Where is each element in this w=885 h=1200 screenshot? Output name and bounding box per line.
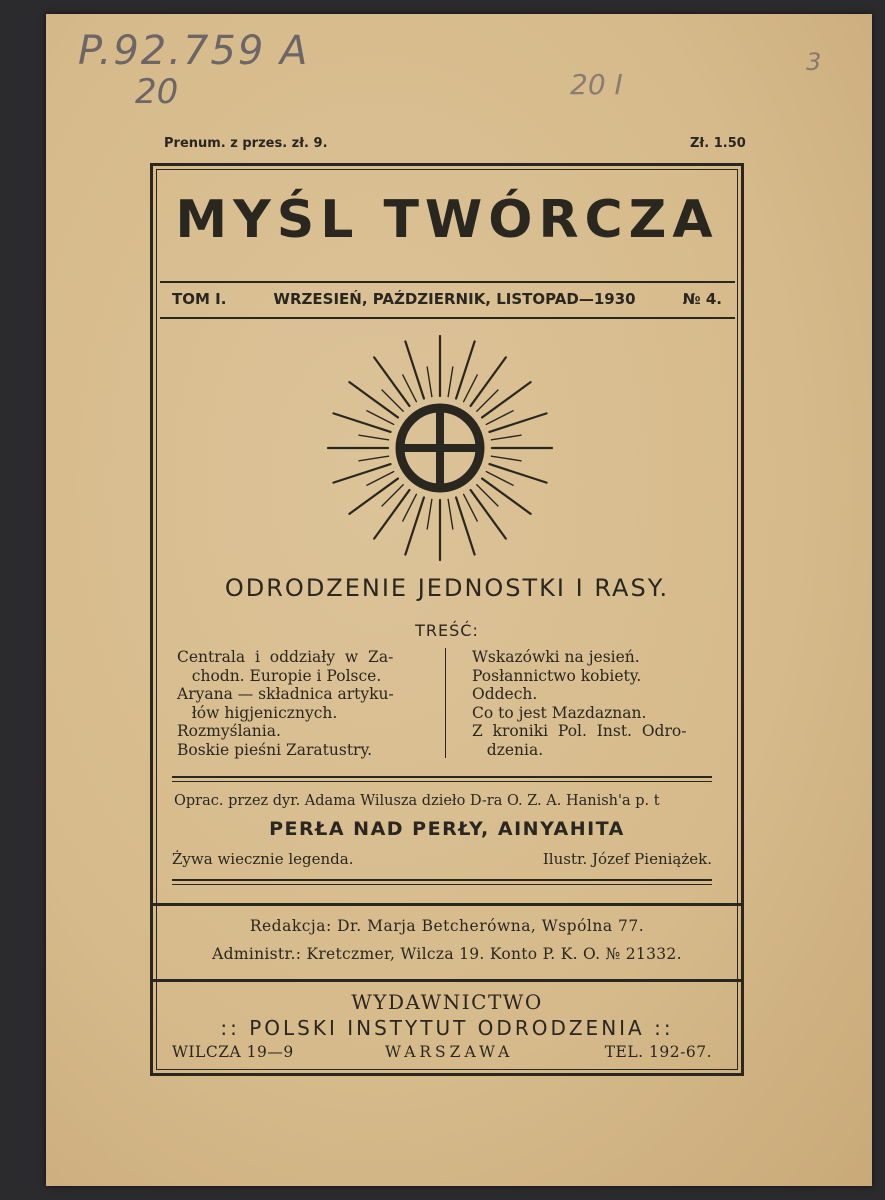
sun-ray xyxy=(427,367,432,397)
feature-subtitle: Żywa wiecznie legenda. xyxy=(172,850,354,868)
divider xyxy=(172,776,712,778)
feature-credit: Oprac. przez dyr. Adama Wilusza dzieło D-ra O. Z. A. Hanish'a p. t xyxy=(174,793,660,809)
sun-ray xyxy=(403,375,417,402)
sun-ray xyxy=(359,435,389,440)
sun-ray xyxy=(489,413,546,432)
contents-item: Posłannictwo kobiety. xyxy=(472,666,642,685)
sun-ray xyxy=(405,341,424,398)
divider xyxy=(172,879,712,881)
divider xyxy=(172,884,712,885)
sun-ray xyxy=(489,464,546,483)
sun-ray xyxy=(482,479,531,514)
note-center: 20 I xyxy=(570,68,623,101)
sun-ray xyxy=(486,472,513,486)
contents-left-column xyxy=(177,648,422,759)
sun-ray xyxy=(374,357,409,406)
feature-title: PERŁA NAD PERŁY, AINYAHITA xyxy=(269,818,625,840)
page-number: 3 xyxy=(806,48,822,76)
divider xyxy=(160,317,735,319)
sun-ray xyxy=(405,497,424,554)
contents-item: łów higjenicznych. xyxy=(177,703,338,722)
column-divider xyxy=(445,648,446,758)
issue-dates: WRZESIEŃ, PAŹDZIERNIK, LISTOPAD—1930 xyxy=(273,290,636,308)
contents-item: Centrala i oddziały w Za- xyxy=(177,648,394,666)
contents-item: Co to jest Mazdaznan. xyxy=(472,703,647,722)
editorial-office: Redakcja: Dr. Marja Betcherówna, Wspólna 77. xyxy=(249,917,645,935)
sun-ray xyxy=(427,499,432,529)
sun-ray xyxy=(491,435,521,440)
sun-ray xyxy=(333,464,390,483)
sun-ray xyxy=(456,341,475,398)
divider xyxy=(172,781,712,782)
contents-item: chodn. Europie i Polsce. xyxy=(177,666,382,685)
contents-item: dzenia. xyxy=(472,740,544,759)
sun-ray xyxy=(448,499,453,529)
divider xyxy=(160,281,735,283)
sun-ray xyxy=(367,411,394,425)
publisher-address: WILCZA 19—9 xyxy=(172,1043,294,1061)
sun-ray xyxy=(403,494,417,521)
contents-item: Boskie pieśni Zaratustry. xyxy=(177,740,373,759)
contents-item: Oddech. xyxy=(472,685,538,703)
sun-ray xyxy=(367,472,394,486)
contents-heading: TREŚĆ: xyxy=(415,621,479,640)
sun-ray xyxy=(349,382,398,417)
sun-ray xyxy=(359,456,389,461)
radiant-sun-cross-icon xyxy=(320,335,560,565)
issue-price: Zł. 1.50 xyxy=(690,136,746,151)
divider xyxy=(150,903,744,906)
issue-number: № 4. xyxy=(682,290,722,308)
publisher-label: WYDAWNICTWO xyxy=(351,990,543,1014)
call-number: P.92.759 A xyxy=(78,28,310,74)
sun-ray xyxy=(374,490,409,539)
publisher-address-row xyxy=(172,1043,712,1061)
magazine-title: MYŚL TWÓRCZA xyxy=(175,190,719,250)
volume: TOM I. xyxy=(172,290,227,308)
feature-details xyxy=(172,850,712,868)
publisher-city: WARSZAWA xyxy=(385,1043,514,1061)
subscription-price: Prenum. z przes. zł. 9. xyxy=(164,136,328,151)
administration: Administr.: Kretczmer, Wilcza 19. Konto P. K. O. № 21332. xyxy=(212,945,682,963)
contents-item: Z kroniki Pol. Inst. Odro- xyxy=(472,722,687,740)
sun-ray xyxy=(464,375,478,402)
publisher-phone: TEL. 192-67. xyxy=(604,1043,712,1061)
sun-ray xyxy=(491,456,521,461)
sun-ray xyxy=(464,494,478,521)
sun-ray xyxy=(448,367,453,397)
sun-ray xyxy=(471,357,506,406)
sun-ray xyxy=(456,497,475,554)
sun-ray xyxy=(349,479,398,514)
issue-line xyxy=(172,290,722,308)
publisher-name: :: POLSKI INSTYTUT ODRODZENIA :: xyxy=(220,1016,674,1040)
contents-item: Rozmyślania. xyxy=(177,722,281,740)
contents-right-column xyxy=(472,648,722,759)
sun-ray xyxy=(333,413,390,432)
divider xyxy=(150,979,744,982)
contents-item: Wskazówki na jesień. xyxy=(472,648,640,666)
contents-item: Aryana — składnica artyku- xyxy=(177,685,394,703)
sun-ray xyxy=(482,382,531,417)
subtitle: ODRODZENIE JEDNOSTKI I RASY. xyxy=(224,574,670,602)
illustrator: Ilustr. Józef Pieniążek. xyxy=(542,850,712,868)
sun-ray xyxy=(471,490,506,539)
sun-ray xyxy=(486,411,513,425)
note-left: 20 xyxy=(135,72,179,112)
